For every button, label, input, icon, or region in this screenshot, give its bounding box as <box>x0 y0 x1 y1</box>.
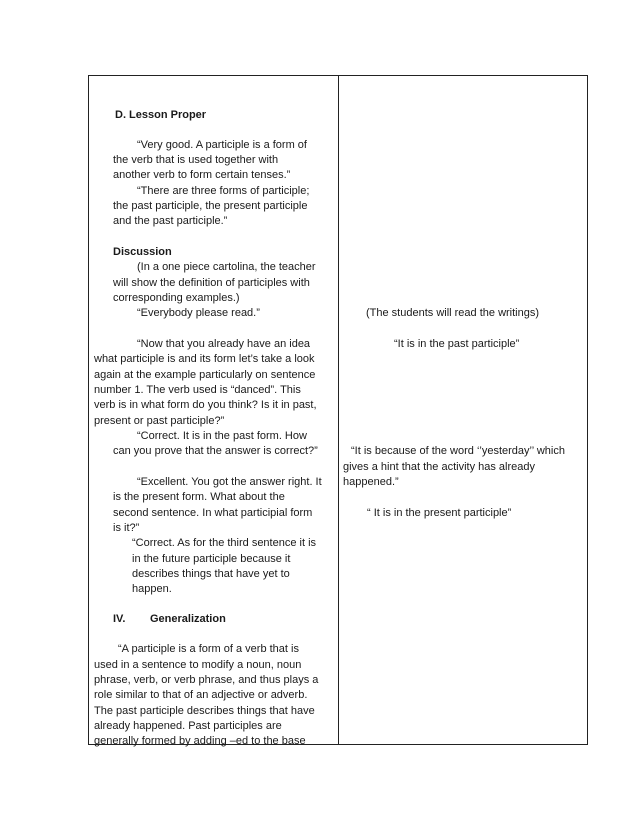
third-sentence-line: happen. <box>132 583 172 595</box>
example-line: “Correct. It is in the past form. How <box>137 430 307 442</box>
students-yesterday-line: happened.” <box>343 476 399 488</box>
third-sentence-line: describes things that have yet to <box>132 568 290 580</box>
generalization-heading: Generalization <box>150 613 226 625</box>
generalization-line: generally formed by adding –ed to the base <box>94 735 306 747</box>
discussion-line: will show the definition of participles with <box>113 277 310 289</box>
generalization-line: used in a sentence to modify a noun, noun <box>94 659 302 671</box>
intro-line: another verb to form certain tenses.” <box>113 169 291 181</box>
intro-line: the verb that is used together with <box>113 154 279 166</box>
intro-line: the past participle, the present participle <box>113 200 308 212</box>
example-line: number 1. The verb used is “danced”. This <box>94 384 301 396</box>
students-answer-past: “It is in the past participle” <box>394 338 520 350</box>
students-answer-present: “ It is in the present participle” <box>367 507 512 519</box>
third-sentence-line: “Correct. As for the third sentence it is <box>132 537 317 549</box>
excellent-line: “Excellent. You got the answer right. It <box>137 476 322 488</box>
example-line: what participle is and its form let’s take a look <box>94 353 315 365</box>
third-sentence-line: in the future participle because it <box>132 553 291 565</box>
students-yesterday-line: “It is because of the word ‘’yesterday’’ which <box>351 445 565 457</box>
generalization-line: “A participle is a form of a verb that is <box>118 643 299 655</box>
students-yesterday-line: gives a hint that the activity has already <box>343 461 535 473</box>
column-divider <box>338 76 339 744</box>
example-line: can you prove that the answer is correct?” <box>113 445 318 457</box>
intro-line: and the past participle.” <box>113 215 228 227</box>
excellent-line: second sentence. In what participial form <box>113 507 313 519</box>
discussion-line: (In a one piece cartolina, the teacher <box>137 261 316 273</box>
example-line: “Now that you already have an idea <box>137 338 311 350</box>
lesson-proper-heading: D. Lesson Proper <box>115 109 207 121</box>
discussion-line: corresponding examples.) <box>113 292 240 304</box>
generalization-line: The past participle describes things that have <box>94 705 315 717</box>
example-line: again at the example particularly on sentence <box>94 369 316 381</box>
excellent-line: is the present form. What about the <box>113 491 285 503</box>
discussion-heading: Discussion <box>113 246 172 258</box>
discussion-line: “Everybody please read.” <box>137 307 260 319</box>
generalization-number: IV. <box>113 613 126 625</box>
intro-line: “Very good. A participle is a form of <box>137 139 307 151</box>
generalization-line: already happened. Past participles are <box>94 720 282 732</box>
intro-line: “There are three forms of participle; <box>137 185 310 197</box>
students-read-note: (The students will read the writings) <box>366 307 540 319</box>
excellent-line: is it?” <box>113 522 140 534</box>
lesson-table <box>88 75 588 745</box>
example-line: verb is in what form do you think? Is it in past, <box>94 399 317 411</box>
generalization-line: phrase, verb, or verb phrase, and thus plays a <box>94 674 319 686</box>
generalization-line: role similar to that of an adjective or adverb. <box>94 689 308 701</box>
example-line: present or past participle?” <box>94 415 225 427</box>
